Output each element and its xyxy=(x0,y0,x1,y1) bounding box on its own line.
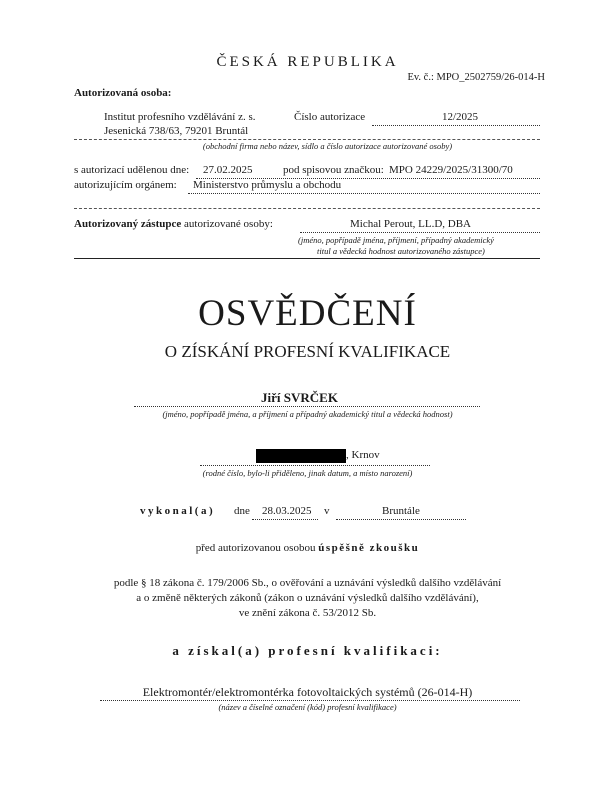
granted-date: 27.02.2025 xyxy=(203,164,253,176)
representative-name: Michal Perout, LL.D, DBA xyxy=(350,218,471,230)
section-divider xyxy=(74,208,540,209)
country-title: ČESKÁ REPUBLIKA xyxy=(216,54,399,70)
address-underline xyxy=(74,139,540,140)
representative-caption-line2: titul a vědecká hodnost autorizovaného zástupce) xyxy=(317,246,485,256)
representative-label-rest: autorizované osoby: xyxy=(184,218,273,230)
holder-name: Jiří SVRČEK xyxy=(261,390,338,405)
exam-before-text: před autorizovanou osobou xyxy=(195,542,316,554)
law-line-3: ve znění zákona č. 53/2012 Sb. xyxy=(238,607,377,619)
evidence-number: Ev. č.: MPO_2502759/26-014-H xyxy=(407,72,545,83)
exam-success-text: úspěšně zkoušku xyxy=(318,542,420,554)
exam-place-underline xyxy=(336,519,466,520)
acquired-qualification-label: a získal(a) profesní kvalifikaci: xyxy=(172,643,443,658)
exam-date: 28.03.2025 xyxy=(262,505,312,517)
auth-number-label: Číslo autorizace xyxy=(294,111,366,123)
birth-place: , Krnov xyxy=(346,449,380,461)
holder-name-caption: (jméno, popřípadě jména, a příjmení a případný akademický titul a vědecká hodnost) xyxy=(162,409,453,419)
authority-name: Ministerstvo průmyslu a obchodu xyxy=(193,179,342,191)
header-bottom-rule xyxy=(74,258,540,259)
file-number: MPO 24229/2025/31300/70 xyxy=(389,164,513,176)
authorized-person-label: Autorizovaná osoba: xyxy=(74,87,172,99)
qualification-underline xyxy=(100,700,520,701)
auth-number: 12/2025 xyxy=(442,111,479,123)
exam-before-line xyxy=(0,542,605,554)
exam-date-underline xyxy=(252,519,318,520)
qualification-caption: (název a číselné označení (kód) profesní kvalifikace) xyxy=(218,702,397,712)
representative-label xyxy=(74,218,273,230)
representative-caption-line1: (jméno, popřípadě jména, příjmení, případný akademický xyxy=(298,235,494,245)
qualification-name: Elektromontér/elektromontérka fotovoltaických systémů (26-014-H) xyxy=(142,685,473,699)
birth-number-redaction xyxy=(256,449,346,463)
granted-label: s autorizací udělenou dne: xyxy=(74,164,190,176)
performed-label: vykonal(a) xyxy=(140,505,216,517)
holder-name-underline xyxy=(134,406,480,407)
file-label: pod spisovou značkou: xyxy=(283,164,384,176)
authority-underline xyxy=(188,193,540,194)
authorized-person-address: Jesenická 738/63, 79201 Bruntál xyxy=(104,125,249,137)
exam-date-label: dne xyxy=(234,505,250,517)
law-line-2: a o změně některých zákonů (zákon o uznávání výsledků dalšího vzdělávání), xyxy=(136,592,479,604)
birth-caption: (rodné číslo, bylo-li přiděleno, jinak datum, a místo narození) xyxy=(202,468,413,478)
auth-number-underline xyxy=(372,125,540,126)
authorized-person-caption: (obchodní firma nebo název, sídlo a číslo autorizace autorizované osoby) xyxy=(202,141,453,151)
authorized-person-name: Institut profesního vzdělávání z. s. xyxy=(104,111,256,123)
exam-place: Bruntále xyxy=(382,505,420,517)
law-line-1: podle § 18 zákona č. 179/2006 Sb., o ověřování a uznávání výsledků dalšího vzdělávání xyxy=(113,577,502,589)
representative-label-bold: Autorizovaný zástupce xyxy=(74,218,182,230)
birth-underline xyxy=(200,465,430,466)
certificate-title: OSVĚDČENÍ xyxy=(198,293,417,334)
authority-label: autorizujícím orgánem: xyxy=(74,179,177,191)
exam-place-label: v xyxy=(324,505,330,517)
certificate-subtitle: O ZÍSKÁNÍ PROFESNÍ KVALIFIKACE xyxy=(164,342,451,361)
representative-underline xyxy=(300,232,540,233)
